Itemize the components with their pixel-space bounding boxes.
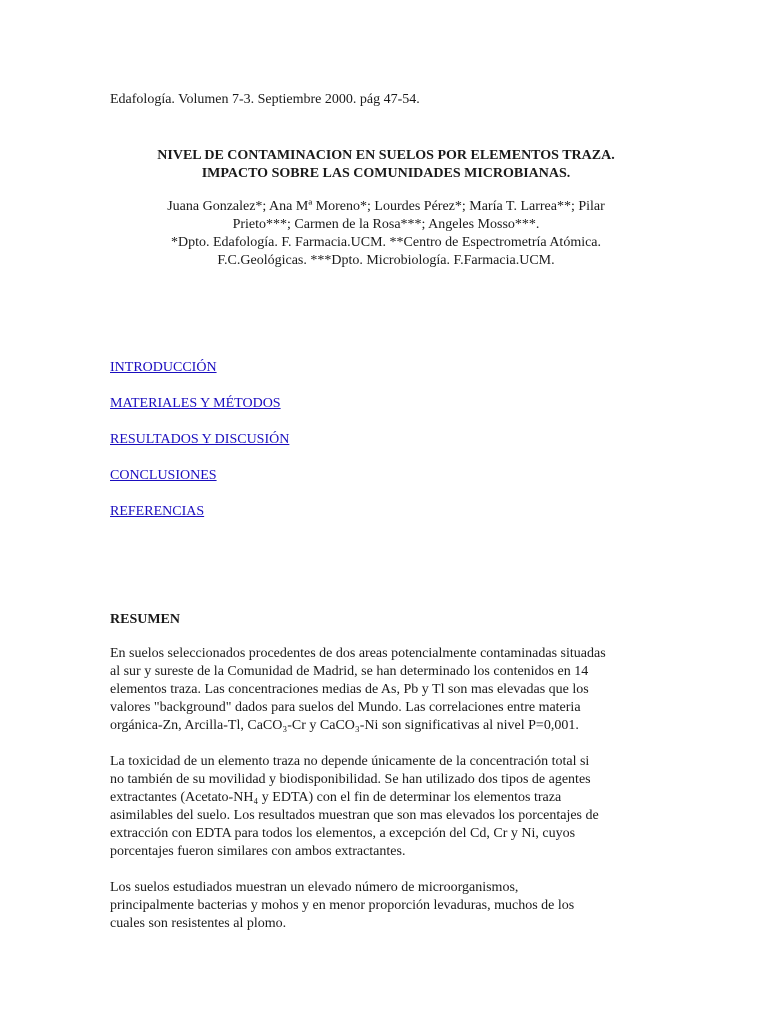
- authors-line-2: Prieto***; Carmen de la Rosa***; Angeles Mosso***.: [232, 217, 540, 232]
- paper-title: [110, 147, 662, 183]
- paragraph-line: La toxicidad de un elemento traza no depende únicamente de la concentración total si: [110, 754, 590, 769]
- toc-item-materiales-metodos: [110, 395, 289, 431]
- paragraph-line: En suelos seleccionados procedentes de dos areas potencialmente contaminadas situadas: [110, 646, 606, 661]
- paragraph-line: valores "background" dados para suelos del Mundo. Las correlaciones entre materia: [110, 700, 581, 715]
- paper-title-line-2: IMPACTO SOBRE LAS COMUNIDADES MICROBIANAS.: [201, 166, 571, 181]
- toc-item-introduccion: [110, 359, 289, 395]
- toc-item-referencias: [110, 503, 289, 539]
- abstract-paragraph-3: [110, 879, 662, 933]
- paragraph-line: porcentajes fueron similares con ambos extractantes.: [110, 844, 406, 859]
- paragraph-line: extracción con EDTA para todos los elementos, a excepción del Cd, Cr y Ni, cuyos: [110, 826, 576, 841]
- paragraph-line: asimilables del suelo. Los resultados muestran que son mas elevados los porcentajes de: [110, 808, 599, 823]
- paragraph-line: orgánica-Zn, Arcilla-Tl, CaCO₃-Cr y CaCO₃-Ni son significativas al nivel P=0,001.: [110, 718, 579, 733]
- journal-citation: Edafología. Volumen 7-3. Septiembre 2000. pág 47-54.: [110, 92, 420, 107]
- toc-link-introduccion[interactable]: INTRODUCCIÓN: [110, 360, 217, 375]
- abstract-paragraph-1: [110, 645, 662, 735]
- paragraph-line: no también de su movilidad y biodisponibilidad. Se han utilizado dos tipos de agentes: [110, 772, 591, 787]
- affiliations-line-1: *Dpto. Edafología. F. Farmacia.UCM. **Centro de Espectrometría Atómica.: [170, 235, 602, 250]
- toc-link-resultados-discusion[interactable]: RESULTADOS Y DISCUSIÓN: [110, 432, 290, 447]
- paragraph-line: elementos traza. Las concentraciones medias de As, Pb y Tl son mas elevadas que los: [110, 682, 589, 697]
- table-of-contents: [110, 359, 289, 539]
- abstract-paragraph-2: [110, 753, 662, 861]
- paragraph-line: principalmente bacterias y mohos y en menor proporción levaduras, muchos de los: [110, 898, 575, 913]
- toc-link-conclusiones[interactable]: CONCLUSIONES: [110, 468, 217, 483]
- authors-line-1: Juana Gonzalez*; Ana Mª Moreno*; Lourdes Pérez*; María T. Larrea**; Pilar: [167, 199, 605, 214]
- paper-title-line-1: NIVEL DE CONTAMINACION EN SUELOS POR ELEMENTOS TRAZA.: [157, 148, 615, 163]
- affiliations-line-2: F.C.Geológicas. ***Dpto. Microbiología. F.Farmacia.UCM.: [217, 253, 555, 268]
- author-affiliations: [110, 198, 662, 270]
- paragraph-line: extractantes (Acetato-NH₄ y EDTA) con el fin de determinar los elementos traza: [110, 790, 562, 805]
- paragraph-line: al sur y sureste de la Comunidad de Madrid, se han determinado los contenidos en 14: [110, 664, 589, 679]
- abstract-heading: RESUMEN: [110, 612, 181, 627]
- toc-item-resultados-discusion: [110, 431, 289, 467]
- paragraph-line: Los suelos estudiados muestran un elevado número de microorganismos,: [110, 880, 519, 895]
- paragraph-line: cuales son resistentes al plomo.: [110, 916, 287, 931]
- toc-link-referencias[interactable]: REFERENCIAS: [110, 504, 205, 519]
- toc-link-materiales-metodos[interactable]: MATERIALES Y MÉTODOS: [110, 396, 281, 411]
- toc-item-conclusiones: [110, 467, 289, 503]
